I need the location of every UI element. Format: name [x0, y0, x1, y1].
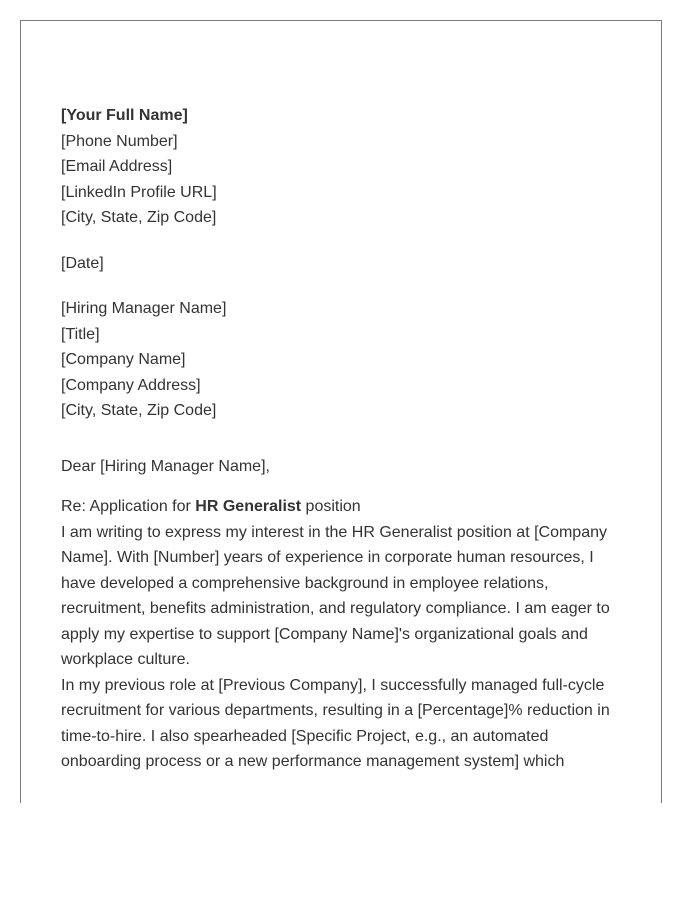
sender-full-name: [Your Full Name] [61, 107, 188, 124]
recipient-company-address: [Company Address] [61, 376, 201, 394]
letter-date: [Date] [61, 254, 104, 272]
letter-page [20, 20, 662, 803]
subject-position: HR Generalist [195, 498, 302, 515]
sender-email: [Email Address] [61, 158, 173, 175]
body-paragraph-1: I am writing to express my interest in the HR Generalist position at [Company Name]. With [Number] years of experience in corporate human resources, I have developed a comprehensive background in employee relations, recruitment, benefits administration, and regulatory compliance. I am eager to apply my expertise to support [Company Name]'s organizational goals and workplace culture. [61, 523, 610, 668]
sender-phone: [Phone Number] [61, 132, 178, 150]
recipient-company-name: [Company Name] [61, 351, 186, 368]
letter-body [61, 103, 621, 775]
subject-prefix: Re: Application for [61, 498, 196, 515]
subject-suffix: position [301, 498, 361, 515]
sender-location: [City, State, Zip Code] [61, 209, 217, 226]
body-paragraph-2: In my previous role at [Previous Company], I successfully managed full-cycle recruitment for various departments, resulting in a [Percentage]% reduction in time-to-hire. I also spearheaded [Specific Project, e.g., an automated onboarding process or a new performance management system] which [61, 676, 610, 770]
recipient-manager-name: [Hiring Manager Name] [61, 300, 227, 317]
date-block [61, 251, 621, 277]
recipient-title: [Title] [61, 325, 100, 343]
subject-line [61, 494, 621, 520]
salutation: Dear [Hiring Manager Name], [61, 457, 270, 475]
sender-block [61, 103, 621, 231]
recipient-location: [City, State, Zip Code] [61, 402, 217, 419]
recipient-block [61, 296, 621, 424]
sender-linkedin: [LinkedIn Profile URL] [61, 183, 217, 201]
